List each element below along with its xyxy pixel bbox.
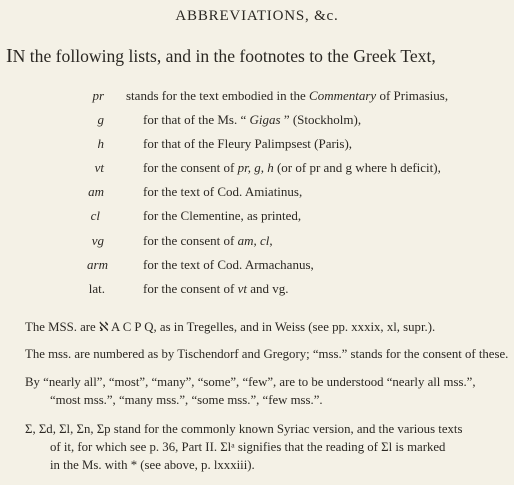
description-text: for the Clementine, as printed, [143, 208, 302, 223]
mss-uncial-text: The MSS. are ℵ A C P Q, as in Tregelles, and in Weiss (see pp. xxxix, xl, supr.). [25, 320, 436, 334]
abbreviation-key: pr [92, 88, 104, 103]
abbreviation-description [143, 281, 289, 297]
abbreviation-description [143, 208, 301, 224]
abbreviation-key: lat. [88, 281, 105, 296]
description-emphasis: Gigas [249, 112, 281, 127]
description-text: for the text of Cod. Armachanus, [143, 257, 314, 272]
description-text: for the consent of [143, 281, 238, 296]
description-text-end: (or of pr and g where h deficit), [273, 160, 441, 175]
description-text: for that of the Fleury Palimpsest (Paris), [143, 136, 353, 151]
description-text: for that of the Ms. “ [143, 112, 250, 127]
mss-minuscule-paragraph [25, 345, 510, 363]
description-text-end: of Primasius, [376, 88, 449, 103]
abbreviation-row [0, 208, 514, 226]
abbreviation-description [143, 136, 352, 152]
description-text: for the text of Cod. Amiatinus, [143, 184, 303, 199]
description-emphasis: Commentary [309, 88, 377, 103]
intro-sentence [6, 45, 436, 68]
description-text: for the consent of [143, 160, 238, 175]
abbreviation-key: cl [90, 208, 100, 223]
abbreviation-key: am [88, 184, 104, 199]
mss-minuscule-text: The mss. are numbered as by Tischendorf and Gregory; “mss.” stands for the consent of these. [25, 347, 509, 361]
abbreviation-description [143, 233, 273, 249]
abbreviation-row [0, 184, 514, 202]
intro-text: N the following lists, and in the footnotes to the Greek Text, [12, 46, 436, 66]
abbreviation-key: vg [91, 233, 104, 248]
description-text: for the consent of [143, 233, 238, 248]
syriac-versions-paragraph [25, 420, 510, 474]
syriac-line-3: in the Ms. with * (see above, p. lxxxiii). [50, 458, 255, 472]
description-text-end: ” (Stockholm), [280, 112, 362, 127]
abbreviation-key: g [97, 112, 104, 127]
abbreviation-key: arm [87, 257, 108, 272]
abbreviation-row [0, 257, 514, 275]
description-emphasis: pr, g, h [237, 160, 274, 175]
description-text-end: and vg. [246, 281, 289, 296]
abbreviation-description [126, 88, 448, 104]
page-heading: ABBREVIATIONS, &c. [175, 8, 339, 24]
description-text-end: , [269, 233, 273, 248]
syriac-line-1: Σ, Σd, Σl, Σn, Σp stand for the commonly known Syriac version, and the various texts [25, 422, 463, 436]
description-emphasis: vt [237, 281, 247, 296]
abbreviation-row [0, 136, 514, 154]
syriac-line-2: of it, for which see p. 36, Part II. Σlᵃ signifies that the reading of Σl is marked [50, 440, 446, 454]
description-emphasis: am, cl [237, 233, 270, 248]
abbreviation-description [143, 112, 361, 128]
description-text: stands for the text embodied in the [126, 88, 310, 103]
abbreviation-description [143, 257, 314, 273]
intro-initial: I [6, 45, 13, 67]
abbreviation-key: h [97, 136, 104, 151]
abbreviation-row [0, 88, 514, 106]
frequency-terms-line-2: “most mss.”, “many mss.”, “some mss.”, “few mss.”. [50, 393, 323, 407]
frequency-terms-paragraph [25, 373, 510, 409]
abbreviation-description [143, 184, 302, 200]
frequency-terms-line-1: By “nearly all”, “most”, “many”, “some”, “few”, are to be understood “nearly all mss.”, [25, 375, 476, 389]
mss-uncial-paragraph [25, 318, 510, 336]
abbreviation-description [143, 160, 441, 176]
abbreviation-key: vt [94, 160, 104, 175]
abbreviation-row [0, 281, 514, 299]
abbreviation-row [0, 233, 514, 251]
abbreviation-row [0, 160, 514, 178]
abbreviation-row [0, 112, 514, 130]
